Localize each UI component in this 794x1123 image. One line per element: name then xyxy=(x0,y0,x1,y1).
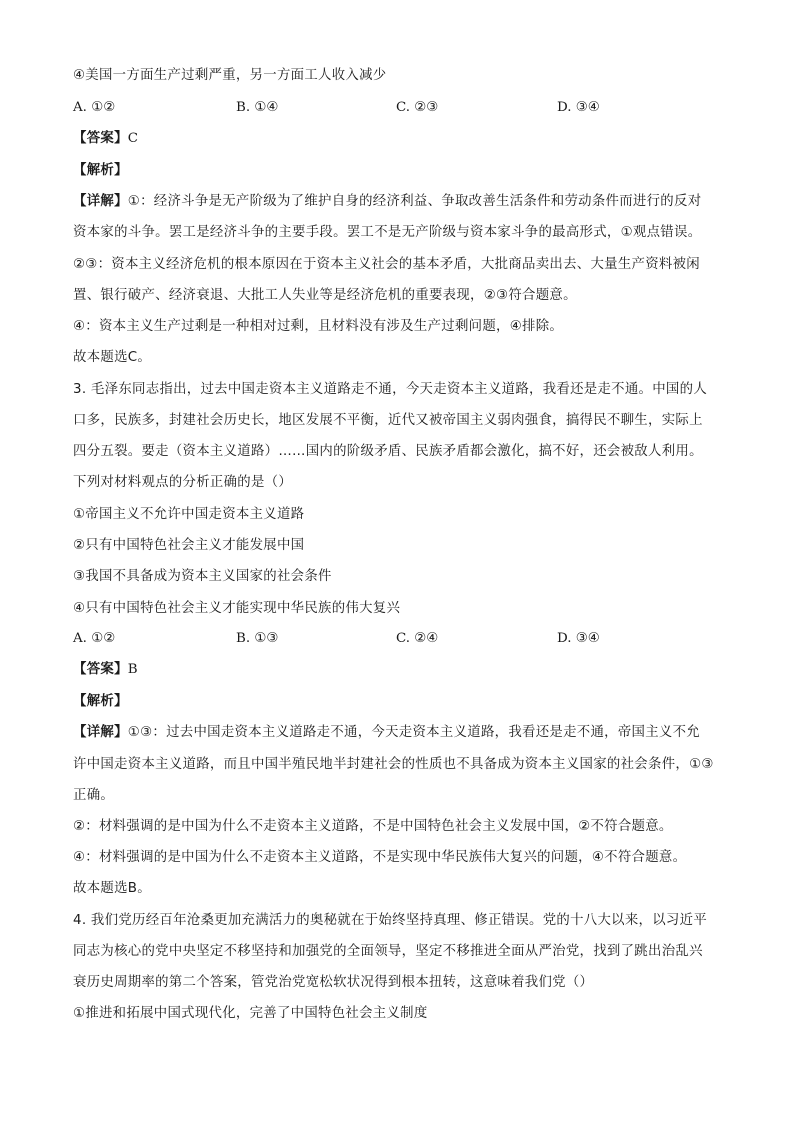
q2-choices xyxy=(73,98,733,118)
q3-choice-b[interactable]: B. ①③ xyxy=(236,631,279,646)
q2-detail-line-2: 资本家的斗争。罢工是经济斗争的主要手段。罢工不是无产阶级与资本家斗争的最高形式，①观点错误。 xyxy=(73,225,702,240)
q3-analysis-heading: 【解析】 xyxy=(73,694,128,709)
q3-answer: 【答案】B xyxy=(73,662,138,677)
q2-conclusion: 故本题选C。 xyxy=(73,350,152,365)
q3-option-4: ④只有中国特色社会主义才能实现中华民族的伟大复兴 xyxy=(73,601,401,616)
q2-analysis-heading: 【解析】 xyxy=(73,163,128,178)
q3-stem-line-4: 下列对材料观点的分析正确的是（） xyxy=(73,475,293,490)
q3-option-1: ①帝国主义不允许中国走资本主义道路 xyxy=(73,507,305,522)
q3-choice-a[interactable]: A. ①② xyxy=(73,631,116,646)
q3-stem-line-2: 口多，民族多，封建社会历史长，地区发展不平衡，近代又被帝国主义弱肉强食，搞得民不聊生，实际上 xyxy=(73,413,703,428)
q3-stem-line-3: 四分五裂。要走（资本主义道路）……国内的阶级矛盾、民族矛盾都会激化，搞不好，还会被敌人利用。 xyxy=(73,444,703,459)
q2-detail-line-5: ④：资本主义生产过剩是一种相对过剩，且材料没有涉及生产过剩问题，④排除。 xyxy=(73,319,564,334)
q4-option-1: ①推进和拓展中国式现代化，完善了中国特色社会主义制度 xyxy=(73,1006,428,1021)
q3-option-3: ③我国不具备成为资本主义国家的社会条件 xyxy=(73,569,332,584)
q4-stem-line-2: 同志为核心的党中央坚定不移坚持和加强党的全面领导，坚定不移推进全面从严治党，找到了跳出治乱兴 xyxy=(73,944,703,959)
q3-choice-c[interactable]: C. ②④ xyxy=(396,631,439,646)
q3-choices xyxy=(73,629,733,649)
q2-detail-line-4: 置、银行破产、经济衰退、大批工人失业等是经济危机的重要表现，②③符合题意。 xyxy=(73,288,577,303)
q3-choice-d[interactable]: D. ③④ xyxy=(557,631,600,646)
q3-detail-line-3: 正确。 xyxy=(73,788,115,803)
q2-answer: 【答案】C xyxy=(73,131,139,146)
q3-detail-line-4: ②：材料强调的是中国为什么不走资本主义道路，不是中国特色社会主义发展中国，②不符合题意。 xyxy=(73,819,673,834)
q2-option-4: ④美国一方面生产过剩严重，另一方面工人收入减少 xyxy=(73,68,387,83)
q2-choice-a[interactable]: A. ①② xyxy=(73,100,116,115)
q2-choice-c[interactable]: C. ②③ xyxy=(396,100,439,115)
q2-detail-line-1: 【详解】①：经济斗争是无产阶级为了维护自身的经济利益、争取改善生活条件和劳动条件而进行的反对 xyxy=(73,194,702,209)
q2-choice-b[interactable]: B. ①④ xyxy=(236,100,279,115)
q3-conclusion: 故本题选B。 xyxy=(73,881,151,896)
q2-choice-d[interactable]: D. ③④ xyxy=(557,100,600,115)
q4-stem-line-1: 4. 我们党历经百年沧桑更加充满活力的奥秘就在于始终坚持真理、修正错误。党的十八大以来，以习近平 xyxy=(73,913,708,928)
q3-option-2: ②只有中国特色社会主义才能发展中国 xyxy=(73,538,305,553)
q3-detail-line-5: ④：材料强调的是中国为什么不走资本主义道路，不是实现中华民族伟大复兴的问题，④不符合题意。 xyxy=(73,850,687,865)
q2-detail-line-3: ②③：资本主义经济危机的根本原因在于资本主义社会的基本矛盾，大批商品卖出去、大量生产资料被闲 xyxy=(73,257,700,272)
q3-detail-line-2: 许中国走资本主义道路，而且中国半殖民地半封建社会的性质也不具备成为资本主义国家的社会条件，①③ xyxy=(73,757,714,772)
q3-detail-line-1: 【详解】①③：过去中国走资本主义道路走不通，今天走资本主义道路，我看还是走不通，帝国主义不允 xyxy=(73,725,700,740)
q4-stem-line-3: 衰历史周期率的第二个答案，管党治党宽松软状况得到根本扭转，这意味着我们党（） xyxy=(73,975,594,990)
q3-stem-line-1: 3. 毛泽东同志指出，过去中国走资本主义道路走不通，今天走资本主义道路，我看还是走不通。中国的人 xyxy=(73,382,708,397)
